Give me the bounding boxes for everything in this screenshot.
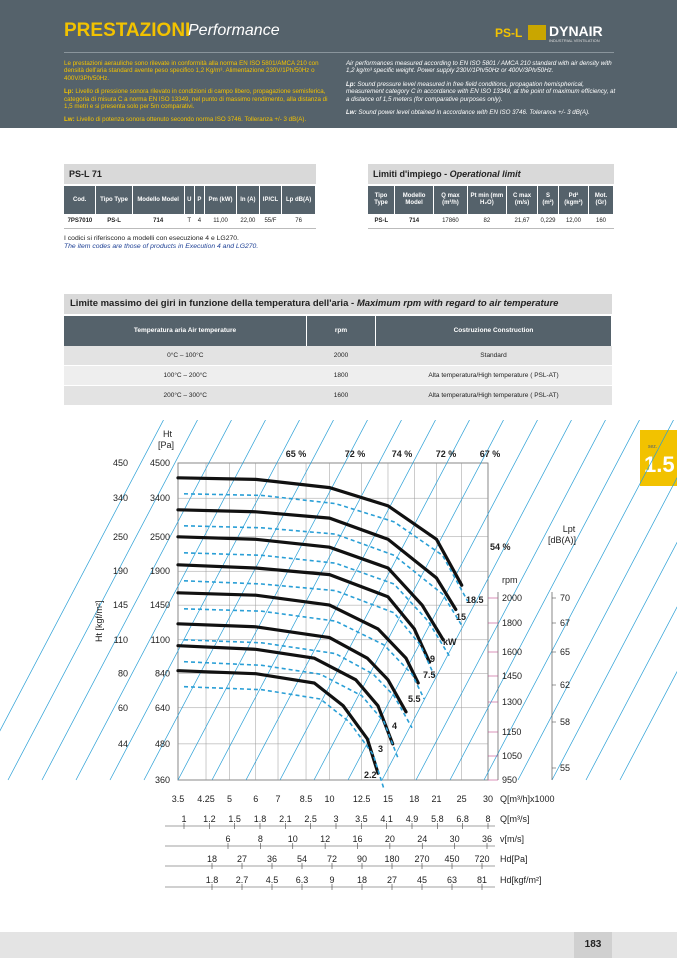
intro-it-para1: Le prestazioni aerauliche sono rilevate in conformità alla norma EN ISO 5801/AMCA 210 con densità dell'aria standard avente peso specifico 1,2 Kg/m³. Alimentazione 230V/1Ph/50Hz o 400V/3Ph/50Hz. [64,60,319,82]
ytick-pa-label: 3400 [149,493,170,504]
table-row: 0°C – 100°C 2000 Standard [64,346,612,366]
limit-table-header: Tipo Type Modello Model Q max (m³/h) Pt min (mm H₂O) C max (m/s) S (m²) Pd² (kgm²) Mot. (Gr) [368,186,614,214]
kw-label: 5.5 [408,694,421,704]
model-table [64,186,316,229]
xaxis-tick-label: 6.8 [456,814,469,824]
efficiency-label: 74 % [391,449,413,459]
xaxis-tick-label: 16 [352,834,363,844]
ytick-kgf-label: 80 [117,668,128,679]
xaxis-tick-label: 6 [225,834,231,844]
xaxis-tick-label: 30 [449,834,460,844]
table-notes [64,235,258,251]
rpm-limit-header: Temperatura aria Air temperature rpm Costruzione Construction [64,316,612,346]
kw-label: 7.5 [423,670,436,680]
xaxis-tick-label: 36 [481,834,493,844]
xaxis-tick-label: 10 [324,794,335,804]
xaxis-tick-label: 3.5 [171,794,185,804]
ytick-pa-label: 840 [154,668,170,679]
xaxis-label: Hd[Pa] [500,854,528,864]
kw-label: 2.2 [364,770,377,780]
xaxis-tick-label: 30 [482,794,494,804]
table-row: PS-L 714 17860 82 21,67 0,229 12,00 160 [368,214,614,229]
xaxis-tick-label: 2.1 [279,814,292,824]
xaxis-tick-label: 10 [287,834,298,844]
efficiency-label: 54 % [490,542,511,552]
lpt-tick-label: 62 [560,680,571,690]
intro-italian [64,60,334,130]
yaxis-label-pa: Ht [163,429,172,439]
brand-logo-icon [528,25,546,40]
limit-table [368,186,614,229]
kw-label: 4 [392,721,398,731]
kw-label: 18.5 [466,595,484,605]
lpt-axis-label: Lpt [562,524,576,534]
xaxis-tick-label: 5 [226,794,232,804]
xaxis-label: Q[m³/s] [500,814,530,824]
rpm-tick-label: 950 [502,775,518,785]
page-subtitle: Performance [188,22,280,39]
header-divider [64,52,614,53]
rpm-limit-table [64,316,612,406]
ytick-pa-label: 1450 [149,600,170,611]
xaxis-tick-label: 1.8 [253,814,267,824]
xaxis-tick-label: 81 [476,875,488,885]
limit-table-title: Limiti d'impiego - Operational limit [368,164,614,184]
ytick-pa-label: 1100 [150,634,170,645]
table-row: 7PS7010 PS-L 714 T 4 11,00 22,00 55/F 76 [64,214,316,229]
xaxis-tick-label: 8 [257,834,263,844]
page-header [0,0,677,128]
system-line [586,420,677,780]
xaxis-tick-label: 12.5 [352,794,371,804]
xaxis-tick-label: 21 [431,794,442,804]
ytick-pa-label: 360 [154,775,170,785]
ytick-pa-label: 4500 [149,458,170,468]
xaxis-label: Q[m³/h]x1000 [500,794,555,804]
note-english: The item codes are those of products in Execution 4 and LG270. [64,243,259,250]
note-italian: I codici si riferiscono a modelli con esecuzione 4 e LG270. [64,235,239,242]
table-row: 100°C – 200°C 1800 Alta temperatura/High temperature ( PSL-AT) [64,366,612,386]
xaxis-tick-label: 270 [414,854,430,864]
xaxis-tick-label: 720 [474,854,490,864]
intro-english [346,60,616,122]
kw-label: 9 [430,654,436,664]
xaxis-tick-label: 6 [253,794,259,804]
xaxis-tick-label: 4.5 [265,875,279,885]
xaxis-label: v[m/s] [500,834,524,844]
yaxis-label-pa-unit: [Pa] [157,440,174,450]
xaxis-tick-label: 180 [384,854,400,864]
xaxis-tick-label: 8.5 [299,794,313,804]
rpm-tick-label: 2000 [502,593,523,603]
series-code: PS-L [495,26,523,40]
kw-label: 15 [456,612,467,622]
intro-en-para3: Lw: Sound power level obtained in accordance with EN ISO 3746. Tolerance +/- 3 dB(A). [346,109,590,117]
brand-logo [528,23,620,43]
lpt-tick-label: 58 [560,717,571,727]
rpm-tick-label: 1600 [502,647,523,657]
xaxis-tick-label: 90 [356,854,368,864]
rpm-tick-label: 1450 [502,671,523,681]
xaxis-tick-label: 1.5 [228,814,241,824]
rpm-axis-label: rpm [502,575,518,585]
section-number: 1.5 [644,452,675,477]
xaxis-tick-label: 72 [326,854,338,864]
xaxis-tick-label: 450 [444,854,460,864]
kw-unit-label: kW [443,637,457,647]
lpt-tick-label: 55 [560,763,571,773]
xaxis-tick-label: 18 [356,875,368,885]
xaxis-tick-label: 2.5 [304,814,317,824]
model-table-title: PS-L 71 [64,164,316,184]
ytick-kgf-label: 60 [117,702,128,713]
intro-it-para3: Lw: Livello di potenza sonora ottenuto secondo norma ISO 3746. Tolleranza +/- 3 dB(A). [64,116,307,124]
brand-tagline: INDUSTRIAL VENTILATION [549,38,600,43]
ytick-kgf-label: 450 [112,458,128,468]
xaxis-tick-label: 1.8 [205,875,219,885]
xaxis-tick-label: 4.9 [405,814,419,824]
ytick-pa-label: 640 [154,702,170,713]
xaxis-tick-label: 12 [320,834,331,844]
yaxis-label-kgf: Ht [kgf/m²] [94,600,104,642]
xaxis-tick-label: 3.5 [355,814,368,824]
xaxis-tick-label: 27 [236,854,248,864]
brand-name: DYNAIR [549,23,603,39]
xaxis-tick-label: 5.8 [431,814,444,824]
ytick-kgf-label: 340 [112,493,128,504]
intro-it-para2: Lp: Livello di pressione sonora rilevato in condizioni di campo libero, propagazione semisferica, categoria di misura C a norma EN ISO 13349, nel punto di massimo rendimento, alla distanza di 1,5 metri e si presenta solo per 5m comparativi. [64,88,328,111]
ytick-kgf-label: 145 [112,600,128,611]
xaxis-tick-label: 15 [382,794,393,804]
page-number: 183 [574,932,612,958]
xaxis-tick-label: 27 [386,875,398,885]
xaxis-tick-label: 24 [417,834,428,844]
efficiency-label: 67 % [479,449,501,459]
table-row: 200°C – 300°C 1600 Alta temperatura/High temperature ( PSL-AT) [64,386,612,406]
ytick-pa-label: 480 [154,738,170,749]
kw-label: 3 [378,744,384,754]
xaxis-tick-label: 9 [329,875,335,885]
xaxis-tick-label: 25 [456,794,467,804]
lpt-tick-label: 70 [560,593,571,603]
xaxis-tick-label: 3 [333,814,339,824]
efficiency-label: 72 % [435,449,457,459]
xaxis-tick-label: 36 [266,854,278,864]
xaxis-tick-label: 6.3 [295,875,309,885]
lpt-tick-label: 65 [560,647,571,657]
section-label: sez. [648,444,658,450]
lpt-axis-unit: [dB(A)] [547,535,577,545]
xaxis-tick-label: 45 [416,875,428,885]
intro-en-para2: Lp: Sound pressure level measured in free field conditions, propagation hemispherical, measurement category C in accordance with EN ISO 13349, at the point of maximum efficiency, at a distance of 1,5 meters (for comparative purposes only). [346,80,616,103]
xaxis-tick-label: 4.1 [380,814,393,824]
ytick-kgf-label: 110 [113,634,128,645]
xaxis-tick-label: 20 [384,834,395,844]
system-line [0,420,174,780]
ytick-pa-label: 1900 [149,566,170,577]
ytick-pa-label: 2500 [149,531,170,542]
performance-chart [0,420,677,920]
rpm-limit-title: Limite massimo dei giri in funzione della temperatura dell'aria - Maximum rpm with regard to air temperature [64,294,612,314]
xaxis-tick-label: 2.7 [235,875,249,885]
xaxis-tick-label: 18 [206,854,218,864]
ytick-kgf-label: 44 [117,738,128,749]
xaxis-tick-label: 63 [446,875,458,885]
ytick-kgf-label: 190 [112,566,128,577]
xaxis-label: Hd[kgf/m²] [500,875,542,885]
ytick-kgf-label: 250 [112,531,128,542]
system-line [620,420,677,780]
efficiency-label: 72 % [344,449,366,459]
xaxis-tick-label: 4.25 [197,794,215,804]
rpm-tick-label: 1150 [502,727,522,737]
xaxis-tick-label: 54 [296,854,308,864]
lpt-tick-label: 67 [560,618,571,628]
model-table-header: Cod. Tipo Type Modello Model U P Pm (kW) In (A) IP/CL Lp dB(A) [64,186,316,214]
system-line [518,420,677,780]
page-title: PRESTAZIONI [64,20,191,41]
rpm-tick-label: 1050 [502,751,523,761]
xaxis-tick-label: 7 [275,794,281,804]
rpm-tick-label: 1300 [502,697,523,707]
rpm-tick-label: 1800 [502,618,523,628]
xaxis-tick-label: 18 [409,794,420,804]
xaxis-tick-label: 1 [181,814,187,824]
xaxis-tick-label: 1.2 [203,814,216,824]
xaxis-tick-label: 8 [485,814,491,824]
intro-en-para1: Air performances measured according to EN ISO 5801 / AMCA 210 standard with air density with 1,2 kg/m³ specific weight. Power supply 230V/1Ph/50Hz or 400V/3Ph/50Hz. [346,60,612,75]
efficiency-label: 65 % [285,449,307,459]
